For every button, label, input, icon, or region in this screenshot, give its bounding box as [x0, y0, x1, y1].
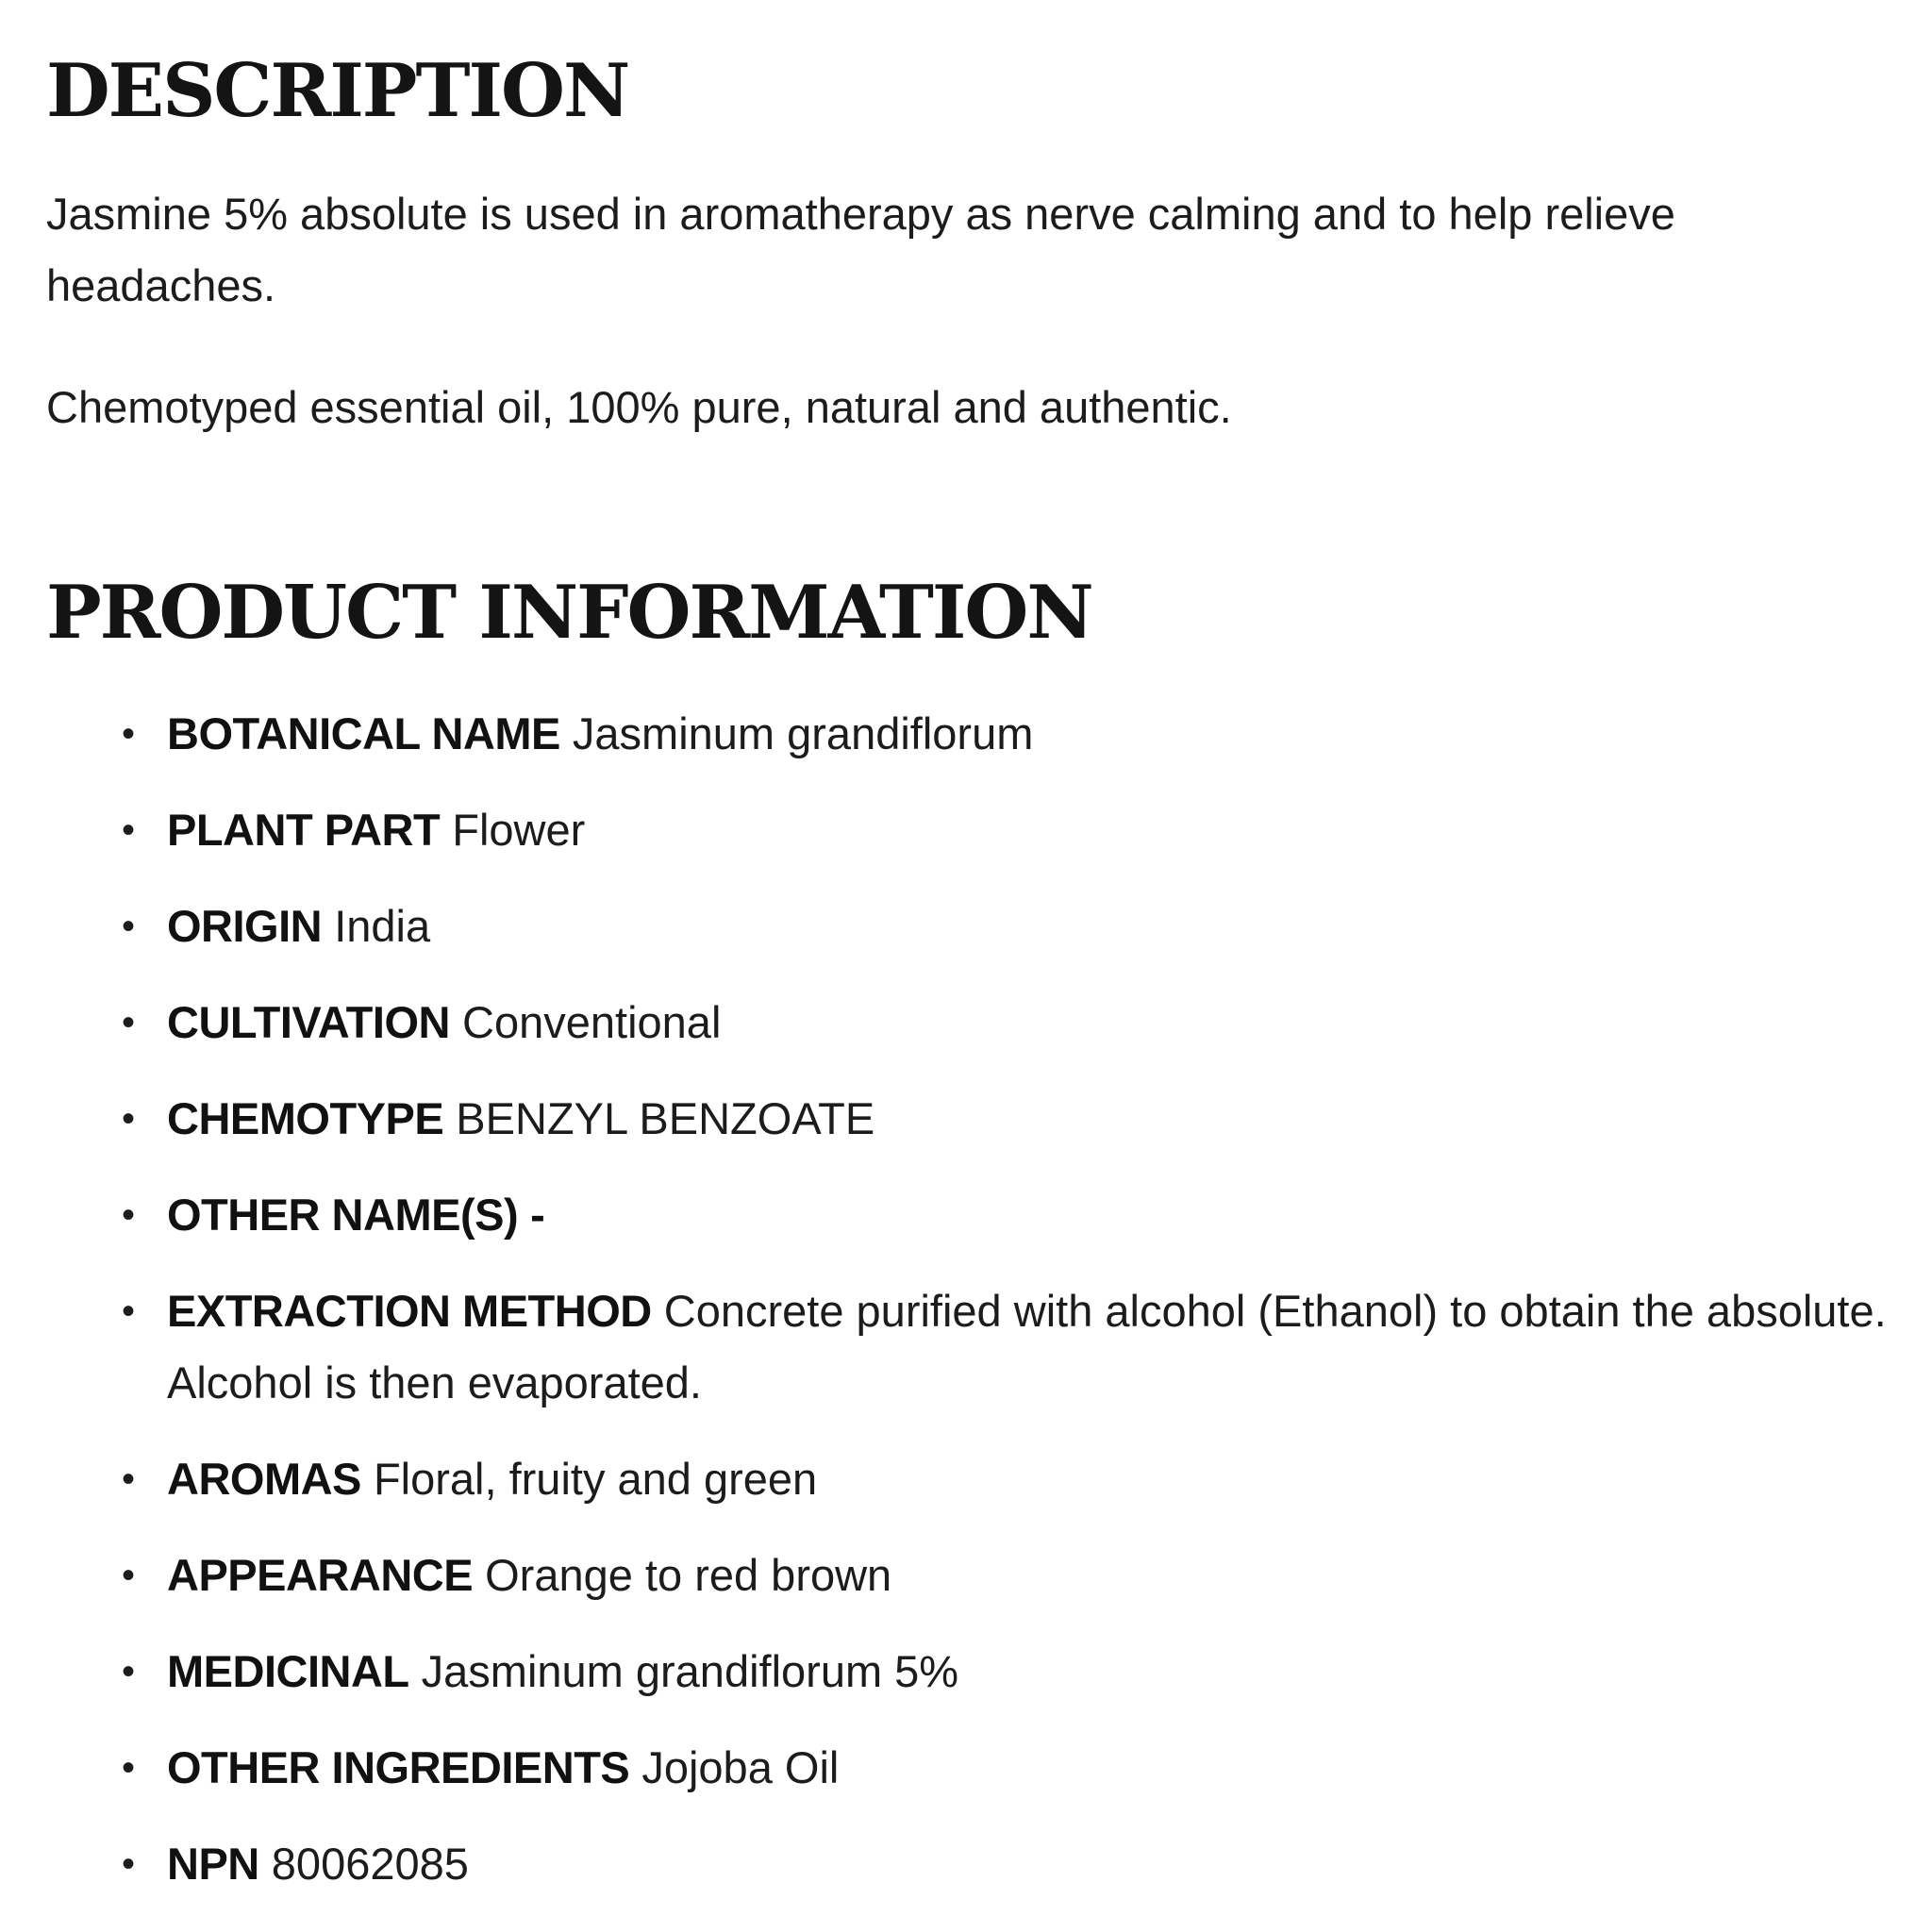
list-item-chemotype — [46, 1083, 1895, 1155]
description-heading: DESCRIPTION — [46, 48, 629, 134]
bullet-icon: • — [122, 1098, 136, 1140]
item-value: Jojoba Oil — [641, 1742, 840, 1792]
bullet-icon: • — [122, 713, 136, 755]
list-item-extraction-method — [46, 1275, 1895, 1419]
bullet-icon: • — [122, 1458, 136, 1500]
list-item-medicinal — [46, 1636, 1895, 1707]
item-value: - — [530, 1190, 545, 1240]
item-label: EXTRACTION METHOD — [167, 1286, 652, 1336]
product-information-heading: PRODUCT INFORMATION — [46, 570, 1092, 656]
item-value: Jasminum grandiflorum 5% — [421, 1646, 959, 1696]
bullet-icon: • — [122, 1555, 136, 1596]
list-item-botanical-name — [46, 698, 1895, 770]
item-value: Orange to red brown — [485, 1550, 892, 1600]
item-value: Conventional — [462, 997, 722, 1047]
item-value: Concrete purified with alcohol (Ethanol) to obtain the absolute. Alcohol is then evaporated. — [167, 1286, 1887, 1407]
item-label: BOTANICAL NAME — [167, 708, 560, 758]
bullet-icon: • — [122, 1747, 136, 1789]
item-label: NPN — [167, 1839, 259, 1889]
bullet-icon: • — [122, 809, 136, 851]
item-label: APPEARANCE — [167, 1550, 474, 1600]
description-paragraph: Jasmine 5% absolute is used in aromatherapy as nerve calming and to help relieve headaches. — [46, 189, 1675, 310]
list-item-cultivation — [46, 987, 1895, 1058]
item-label: OTHER INGREDIENTS — [167, 1742, 630, 1792]
item-label: ORIGIN — [167, 901, 323, 951]
list-item-plant-part — [46, 794, 1895, 866]
list-item-origin — [46, 891, 1895, 962]
list-item-npn — [46, 1828, 1895, 1900]
item-value: Flower — [452, 805, 586, 855]
item-label: AROMAS — [167, 1454, 361, 1504]
description-paragraph: Chemotyped essential oil, 100% pure, natural and authentic. — [46, 382, 1232, 432]
bullet-icon: • — [122, 1651, 136, 1692]
bullet-icon: • — [122, 1002, 136, 1043]
item-value: 80062085 — [271, 1839, 469, 1889]
item-label: CULTIVATION — [167, 997, 450, 1047]
item-label: MEDICINAL — [167, 1646, 409, 1696]
list-item-other-ingredients — [46, 1732, 1895, 1804]
item-value: India — [334, 901, 431, 951]
list-item-appearance — [46, 1540, 1895, 1611]
list-item-other-names — [46, 1179, 1895, 1251]
item-value: Jasminum grandiflorum — [572, 708, 1034, 758]
item-label: PLANT PART — [167, 805, 441, 855]
product-information-list — [46, 698, 1895, 1924]
item-value: Floral, fruity and green — [373, 1454, 818, 1504]
item-label: CHEMOTYPE — [167, 1093, 444, 1143]
bullet-icon: • — [122, 1291, 136, 1332]
bullet-icon: • — [122, 906, 136, 947]
list-item-aromas — [46, 1443, 1895, 1515]
bullet-icon: • — [122, 1843, 136, 1885]
item-value: BENZYL BENZOATE — [456, 1093, 875, 1143]
item-label: OTHER NAME(S) — [167, 1190, 519, 1240]
bullet-icon: • — [122, 1194, 136, 1236]
